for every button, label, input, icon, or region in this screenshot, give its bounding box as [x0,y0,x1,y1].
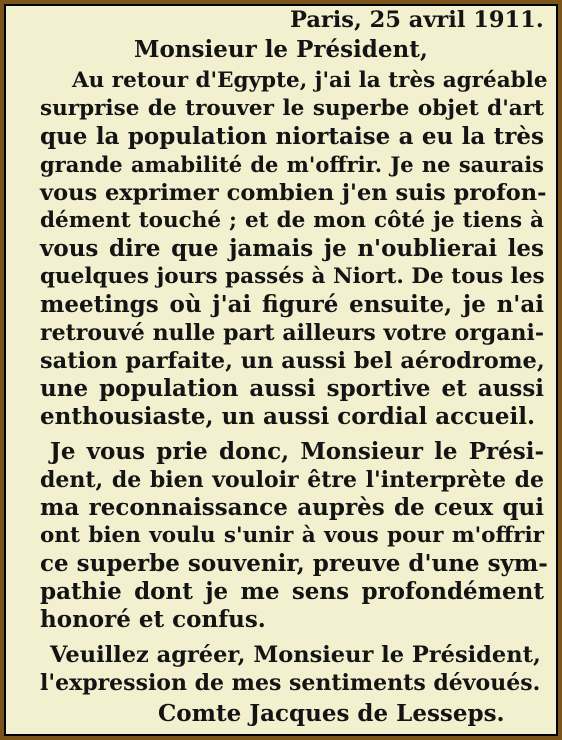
paragraph-1-line-3: que la population niortaise a eu la très [40,123,544,150]
paragraph-2-line-5: ce superbe souvenir, preuve d'une sym- [40,550,548,577]
paragraph-2-line-6: pathie dont je me sens profondément [40,578,544,605]
paragraph-1-line-6: dément touché ; et de mon côté je tiens à [40,208,544,233]
paragraph-2-line-7: honoré et confus. [40,606,266,633]
paragraph-2-line-1: Je vous prie donc, Monsieur le Prési- [50,438,544,465]
paragraph-1-line-11: sation parfaite, un aussi bel aérodrome, [40,348,545,374]
signature: Comte Jacques de Lesseps. [158,700,505,727]
paragraph-1-line-4: grande amabilité de m'offrir. Je ne saurais [40,152,544,177]
paragraph-1-line-1: Au retour d'Egypte, j'ai la très agréable [72,68,548,93]
paragraph-1-line-9: meetings où j'ai figuré ensuite, je n'ai [40,291,544,318]
dateline: Paris, 25 avril 1911. [290,7,544,33]
paragraph-3-line-2: l'expression de mes sentiments dévoués. [40,670,541,696]
paragraph-1-line-12: une population aussi sportive et aussi [40,375,544,402]
paragraph-1-line-2: surprise de trouver le superbe objet d'art [40,96,544,121]
paragraph-1-line-7: vous dire que jamais je n'oublierai les [40,235,544,262]
newspaper-clipping [6,6,556,734]
paragraph-1-line-13: enthousiaste, un aussi cordial accueil. [40,403,535,430]
page-border [4,4,558,736]
paragraph-1-line-8: quelques jours passés à Niort. De tous les [40,264,545,289]
paragraph-2-line-3: ma reconnaissance auprès de ceux qui [40,494,544,521]
salutation: Monsieur le Président, [134,36,428,63]
paragraph-1-line-5: vous exprimer combien j'en suis profon- [40,180,547,206]
paragraph-2-line-2: dent, de bien vouloir être l'interprète de [40,467,544,493]
paragraph-3-line-1: Veuillez agréer, Monsieur le Président, [50,642,541,668]
paragraph-2-line-4: ont bien voulu s'unir à vous pour m'offrir [40,523,544,548]
paragraph-1-line-10: retrouvé nulle part ailleurs votre organi- [40,320,544,346]
